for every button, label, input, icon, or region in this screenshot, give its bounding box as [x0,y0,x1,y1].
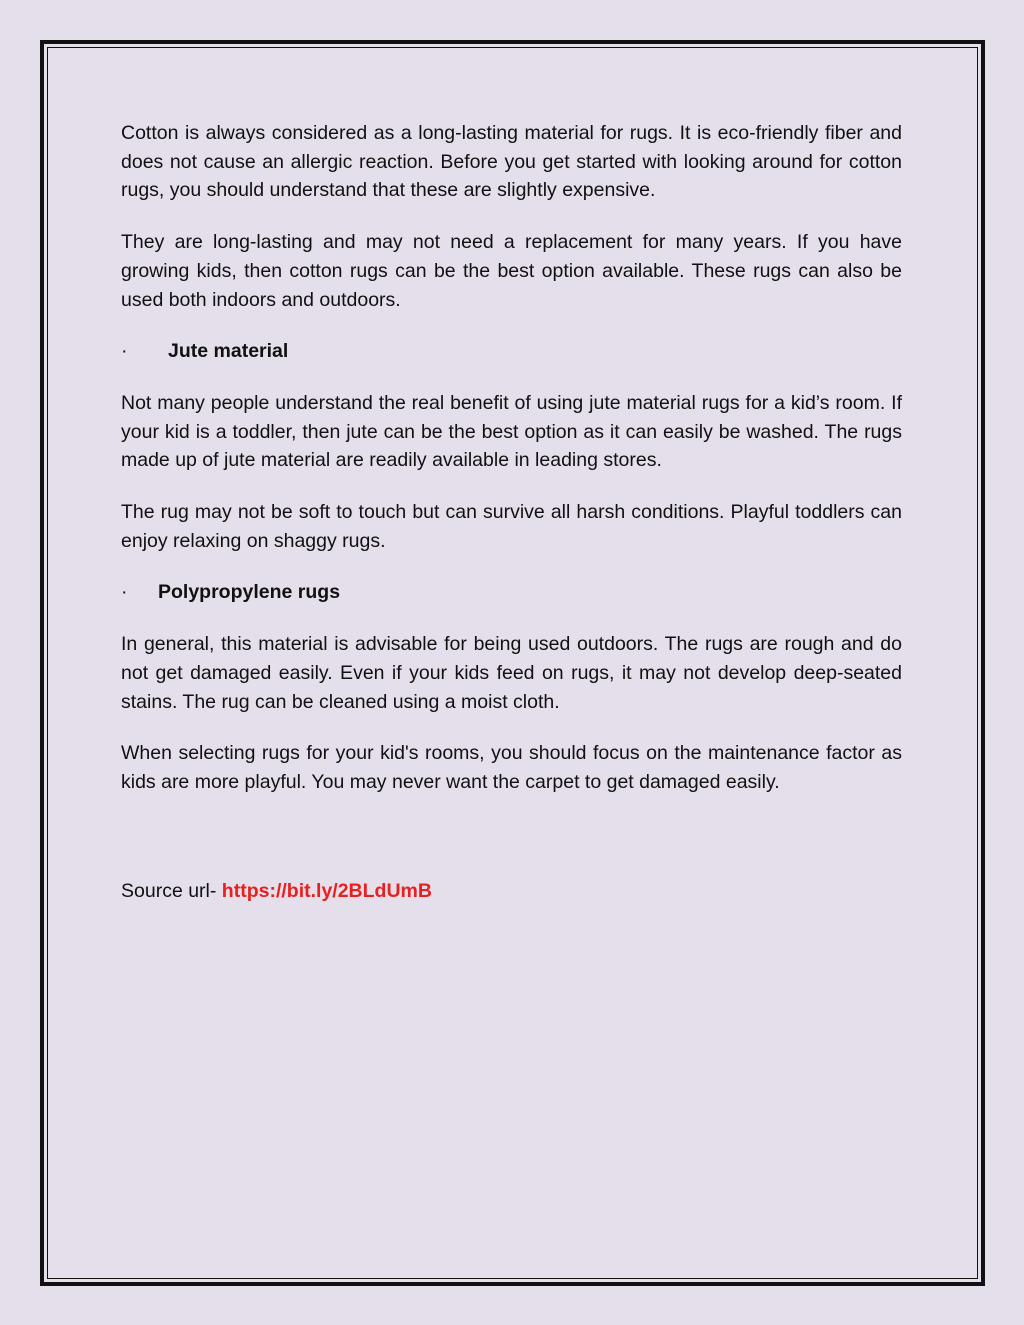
paragraph-cotton-benefits: They are long-lasting and may not need a replacement for many years. If you have growing kids, then cotton rugs can be the best option available. These rugs can also be used both indoors and outdoors. [121,231,902,311]
bullet-icon: · [121,581,128,604]
source-label: Source url- [121,879,222,902]
paragraph-maintenance: When selecting rugs for your kid's rooms, you should focus on the maintenance factor as kids are more playful. You may never want the carpet to get damaged easily. [121,742,902,793]
bullet-icon: · [121,340,128,363]
paragraph-jute-durability: The rug may not be soft to touch but can survive all harsh conditions. Playful toddlers can enjoy relaxing on shaggy rugs. [121,501,902,552]
paragraph-jute-intro: Not many people understand the real benefit of using jute material rugs for a kid’s room. If your kid is a toddler, then jute can be the best option as it can easily be washed. The rugs made up of jute material are readily available in leading stores. [121,391,902,472]
heading-polypropylene-rugs [121,578,902,607]
heading-text: Polypropylene rugs [158,581,341,604]
document-body [121,119,902,905]
paragraph-cotton-intro: Cotton is always considered as a long-lasting material for rugs. It is eco-friendly fiber and does not cause an allergic reaction. Before you get started with looking around for cotton rugs, you should understand that these are slightly expensive. [121,122,902,202]
source-line [121,877,902,906]
source-link[interactable]: https://bit.ly/2BLdUmB [221,879,432,902]
paragraph-polypropylene-intro: In general, this material is advisable for being used outdoors. The rugs are rough and do not get damaged easily. Even if your kids feed on rugs, it may not develop deep-seated stains. The rug can be cleaned using a moist cloth. [121,633,902,713]
heading-jute-material [121,337,902,366]
heading-text: Jute material [168,340,289,363]
